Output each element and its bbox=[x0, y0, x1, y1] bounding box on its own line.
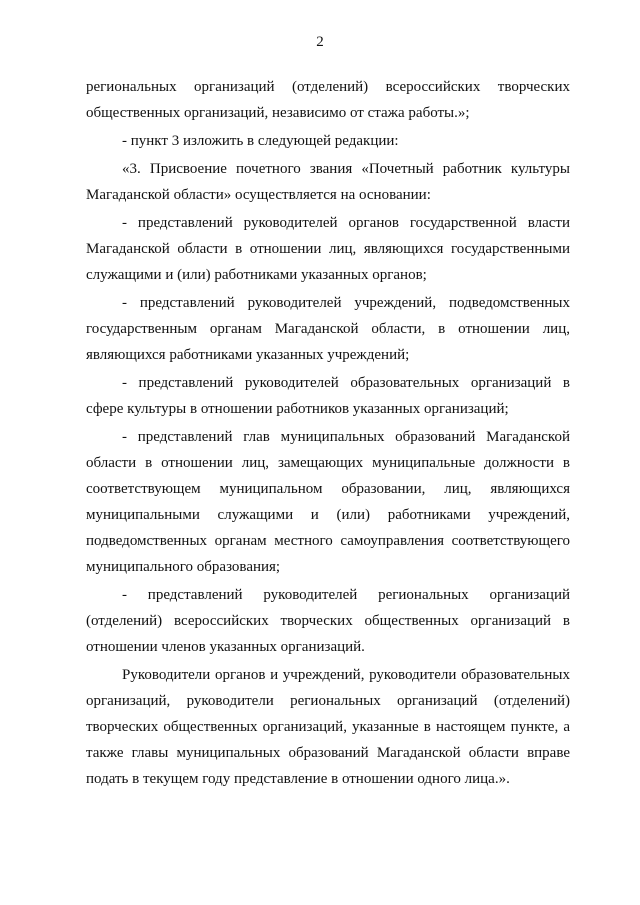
paragraph-closing: Руководители органов и учреждений, руководители образовательных организаций, руководители региональных организаций (отделений) творческих общественных организаций, указанные в настоящем пункте, а также главы муниципальных образований Магаданской области вправе подать в текущем году представление в отношении одного лица.». bbox=[86, 667, 570, 787]
document-body bbox=[86, 74, 570, 792]
paragraph-educational-organizations: - представлений руководителей образовательных организаций в сфере культуры в отношении работников указанных организаций; bbox=[86, 375, 570, 417]
paragraph-continuation: региональных организаций (отделений) всероссийских творческих общественных организаций, независимо от стажа работы.»; bbox=[86, 79, 570, 121]
paragraph-subordinate-institutions: - представлений руководителей учреждений, подведомственных государственным органам Магаданской области, в отношении лиц, являющихся работниками указанных учреждений; bbox=[86, 295, 570, 363]
paragraph-state-authorities: - представлений руководителей органов государственной власти Магаданской области в отношении лиц, являющихся государственными служащими и (или) работниками указанных органов; bbox=[86, 215, 570, 283]
paragraph-amendment-intro: - пункт 3 изложить в следующей редакции: bbox=[122, 133, 399, 149]
paragraph-creative-organizations: - представлений руководителей региональных организаций (отделений) всероссийских творческих общественных организаций в отношении членов указанных организаций. bbox=[86, 587, 570, 655]
paragraph-municipal-heads: - представлений глав муниципальных образований Магаданской области в отношении лиц, замещающих муниципальные должности в соответствующем муниципальном образовании, лиц, являющихся муниципальными служащими и (или) работниками учреждений, подведомственных органам местного самоуправления соответствующего муниципального образования; bbox=[86, 429, 570, 575]
page-number: 2 bbox=[316, 34, 324, 50]
paragraph-item-3: «3. Присвоение почетного звания «Почетный работник культуры Магаданской области» осуществляется на основании: bbox=[86, 161, 570, 203]
